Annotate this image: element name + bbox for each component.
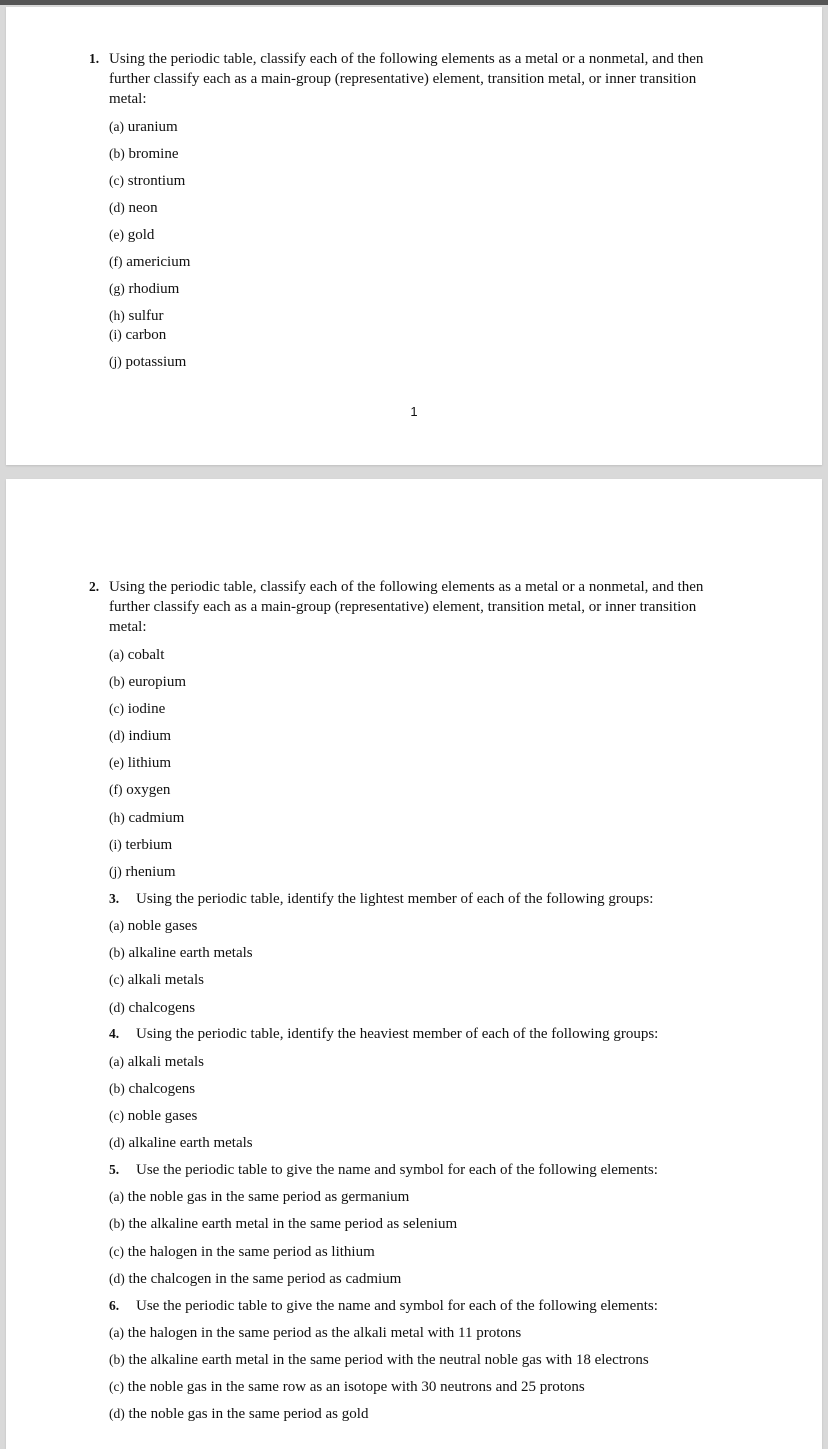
list-item: (c) the halogen in the same period as lithium xyxy=(109,1244,375,1260)
question-number: 2. xyxy=(89,579,100,594)
list-item: (a) the halogen in the same period as the alkali metal with 11 protons xyxy=(109,1325,522,1341)
list-item: (c) the noble gas in the same row as an isotope with 30 neutrons and 25 protons xyxy=(109,1379,585,1395)
list-item: (b) alkaline earth metals xyxy=(109,945,253,961)
list-item: (c) alkali metals xyxy=(109,972,204,988)
list-item: (i) terbium xyxy=(109,837,173,853)
list-item: (d) chalcogens xyxy=(109,1000,196,1016)
question-number: 6. xyxy=(109,1298,120,1313)
question-text: Using the periodic table, classify each of the following elements as a metal or a nonmetal, and then further classify each as a main-group (representative) element, transition metal, or inner transition metal: xyxy=(109,51,704,107)
question-text: Using the periodic table, classify each of the following elements as a metal or a nonmetal, and then further classify each as a main-group (representative) element, transition metal, or inner transition metal: xyxy=(109,579,704,635)
question-text: Using the periodic table, identify the heaviest member of each of the following groups: xyxy=(136,1026,659,1042)
list-item: (b) chalcogens xyxy=(109,1081,196,1097)
page-number: 1 xyxy=(410,404,418,419)
list-item: (c) noble gases xyxy=(109,1108,198,1124)
list-item: (h) cadmium xyxy=(109,810,185,826)
list-item: (g) rhodium xyxy=(109,281,180,297)
question-number: 3. xyxy=(109,891,120,906)
list-item: (h) sulfur xyxy=(109,308,164,324)
list-item: (b) europium xyxy=(109,674,186,690)
question-number: 1. xyxy=(89,51,100,66)
list-item: (b) the alkaline earth metal in the same period with the neutral noble gas with 18 electrons xyxy=(109,1352,649,1368)
list-item: (a) noble gases xyxy=(109,918,198,934)
question-text: Use the periodic table to give the name and symbol for each of the following elements: xyxy=(136,1162,658,1178)
viewer-top-bar xyxy=(0,0,828,5)
list-item: (a) cobalt xyxy=(109,647,165,663)
question-number: 4. xyxy=(109,1026,120,1041)
list-item: (d) alkaline earth metals xyxy=(109,1135,253,1151)
list-item: (f) americium xyxy=(109,254,191,270)
list-item: (e) lithium xyxy=(109,755,172,771)
question-number: 5. xyxy=(109,1162,120,1177)
list-item: (f) oxygen xyxy=(109,782,171,798)
question-text: Using the periodic table, identify the lightest member of each of the following groups: xyxy=(136,891,654,907)
list-item: (i) carbon xyxy=(109,327,167,343)
list-item: (e) gold xyxy=(109,227,155,243)
list-item: (c) strontium xyxy=(109,173,186,189)
list-item: (c) iodine xyxy=(109,701,166,717)
list-item: (b) bromine xyxy=(109,146,179,162)
list-item: (d) indium xyxy=(109,728,172,744)
list-item: (j) potassium xyxy=(109,354,187,370)
document-page-2 xyxy=(6,479,822,1449)
document-page-1 xyxy=(6,7,822,465)
list-item: (d) the chalcogen in the same period as cadmium xyxy=(109,1271,402,1287)
question-text: Use the periodic table to give the name and symbol for each of the following elements: xyxy=(136,1298,658,1314)
list-item: (d) the noble gas in the same period as gold xyxy=(109,1406,369,1422)
list-item: (a) uranium xyxy=(109,119,178,135)
list-item: (d) neon xyxy=(109,200,158,216)
list-item: (j) rhenium xyxy=(109,864,176,880)
list-item: (a) alkali metals xyxy=(109,1054,204,1070)
list-item: (a) the noble gas in the same period as germanium xyxy=(109,1189,410,1205)
list-item: (b) the alkaline earth metal in the same period as selenium xyxy=(109,1216,458,1232)
